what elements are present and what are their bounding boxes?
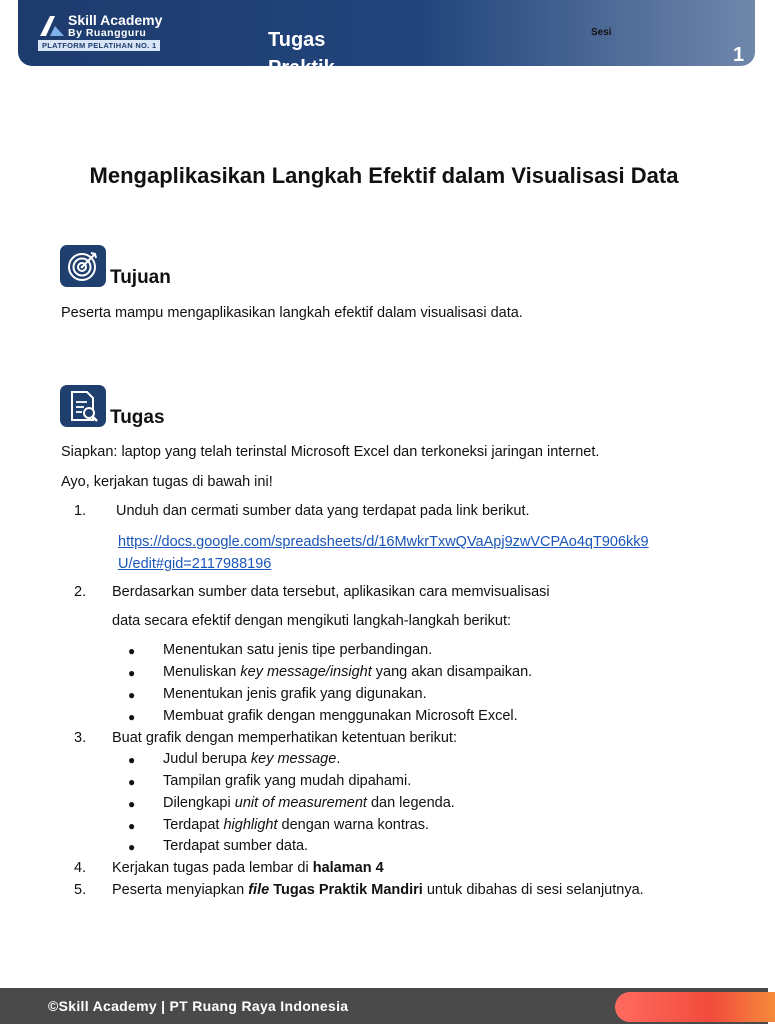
logo-mark-icon bbox=[38, 14, 66, 38]
step-2-number: 2. bbox=[74, 584, 87, 600]
step-2-bullet-4: Membuat grafik dengan menggunakan Microsoft Excel. bbox=[163, 708, 518, 724]
bullet-marker: ● bbox=[128, 775, 136, 789]
logo-tagline: PLATFORM PELATIHAN NO. 1 bbox=[38, 40, 160, 51]
target-icon bbox=[60, 245, 106, 287]
bullet-marker: ● bbox=[128, 797, 136, 811]
step-5-text: Peserta menyiapkan file Tugas Praktik Mandiri untuk dibahas di sesi selanjutnya. bbox=[112, 882, 644, 898]
tujuan-text: Peserta mampu mengaplikasikan langkah efektif dalam visualisasi data. bbox=[61, 305, 523, 321]
footer-accent-shape bbox=[615, 992, 775, 1022]
step-4-number: 4. bbox=[74, 860, 87, 876]
spreadsheet-link[interactable] bbox=[118, 531, 649, 575]
bullet-marker: ● bbox=[128, 666, 136, 680]
step-4-text: Kerjakan tugas pada lembar di halaman 4 bbox=[112, 860, 384, 876]
step-3-bullet-1: Judul berupa key message. bbox=[163, 751, 341, 767]
logo-title: Skill Academy bbox=[68, 12, 163, 28]
tugas-heading: Tugas bbox=[110, 407, 165, 428]
step-1-text: Unduh dan cermati sumber data yang terdapat pada link berikut. bbox=[116, 503, 530, 519]
bullet-marker: ● bbox=[128, 644, 136, 658]
bullet-marker: ● bbox=[128, 753, 136, 767]
bullet-marker: ● bbox=[128, 819, 136, 833]
step-3-number: 3. bbox=[74, 730, 87, 746]
document-search-icon bbox=[60, 385, 106, 427]
step-3-bullet-5: Terdapat sumber data. bbox=[163, 838, 309, 854]
header-title: Tugas Praktik bbox=[268, 29, 335, 79]
bullet-marker: ● bbox=[128, 840, 136, 854]
step-2-bullet-1: Menentukan satu jenis tipe perbandingan. bbox=[163, 642, 433, 658]
document-title: Mengaplikasikan Langkah Efektif dalam Visualisasi Data bbox=[89, 163, 679, 188]
header-banner bbox=[18, 0, 755, 79]
step-5-number: 5. bbox=[74, 882, 87, 898]
spreadsheet-link-line-1[interactable]: https://docs.google.com/spreadsheets/d/16MwkrTxwQVaApj9zwVCPAo4qT906kk9 bbox=[118, 534, 649, 550]
step-3-bullet-4: Terdapat highlight dengan warna kontras. bbox=[163, 817, 430, 833]
bullet-marker: ● bbox=[128, 710, 136, 724]
footer-copyright: ©Skill Academy | PT Ruang Raya Indonesia bbox=[48, 998, 349, 1014]
step-3-text: Buat grafik dengan memperhatikan ketentuan berikut: bbox=[112, 730, 457, 746]
step-3-bullet-3: Dilengkapi unit of measurement dan legenda. bbox=[163, 795, 455, 811]
step-3-bullet-2: Tampilan grafik yang mudah dipahami. bbox=[163, 773, 412, 789]
session-label: Sesi bbox=[591, 27, 612, 38]
step-2-bullet-2: Menuliskan key message/insight yang akan disampaikan. bbox=[163, 664, 533, 680]
footer-bar bbox=[0, 988, 768, 1024]
step-2-bullet-3: Menentukan jenis grafik yang digunakan. bbox=[163, 686, 427, 702]
tugas-intro-prepare: Siapkan: laptop yang telah terinstal Microsoft Excel dan terkoneksi jaringan internet. bbox=[61, 444, 600, 460]
session-number: 1 bbox=[733, 44, 745, 66]
step-1-number: 1. bbox=[74, 503, 87, 519]
tujuan-heading: Tujuan bbox=[110, 267, 171, 288]
skill-academy-logo bbox=[38, 14, 188, 52]
step-2-line-1: Berdasarkan sumber data tersebut, aplikasikan cara memvisualisasi bbox=[112, 584, 550, 600]
bullet-marker: ● bbox=[128, 688, 136, 702]
spreadsheet-link-line-2[interactable]: U/edit#gid=2117988196 bbox=[118, 556, 272, 572]
tugas-intro-go: Ayo, kerjakan tugas di bawah ini! bbox=[61, 474, 273, 490]
logo-subtitle: By Ruangguru bbox=[68, 27, 147, 39]
step-2-line-2: data secara efektif dengan mengikuti langkah-langkah berikut: bbox=[112, 613, 512, 629]
